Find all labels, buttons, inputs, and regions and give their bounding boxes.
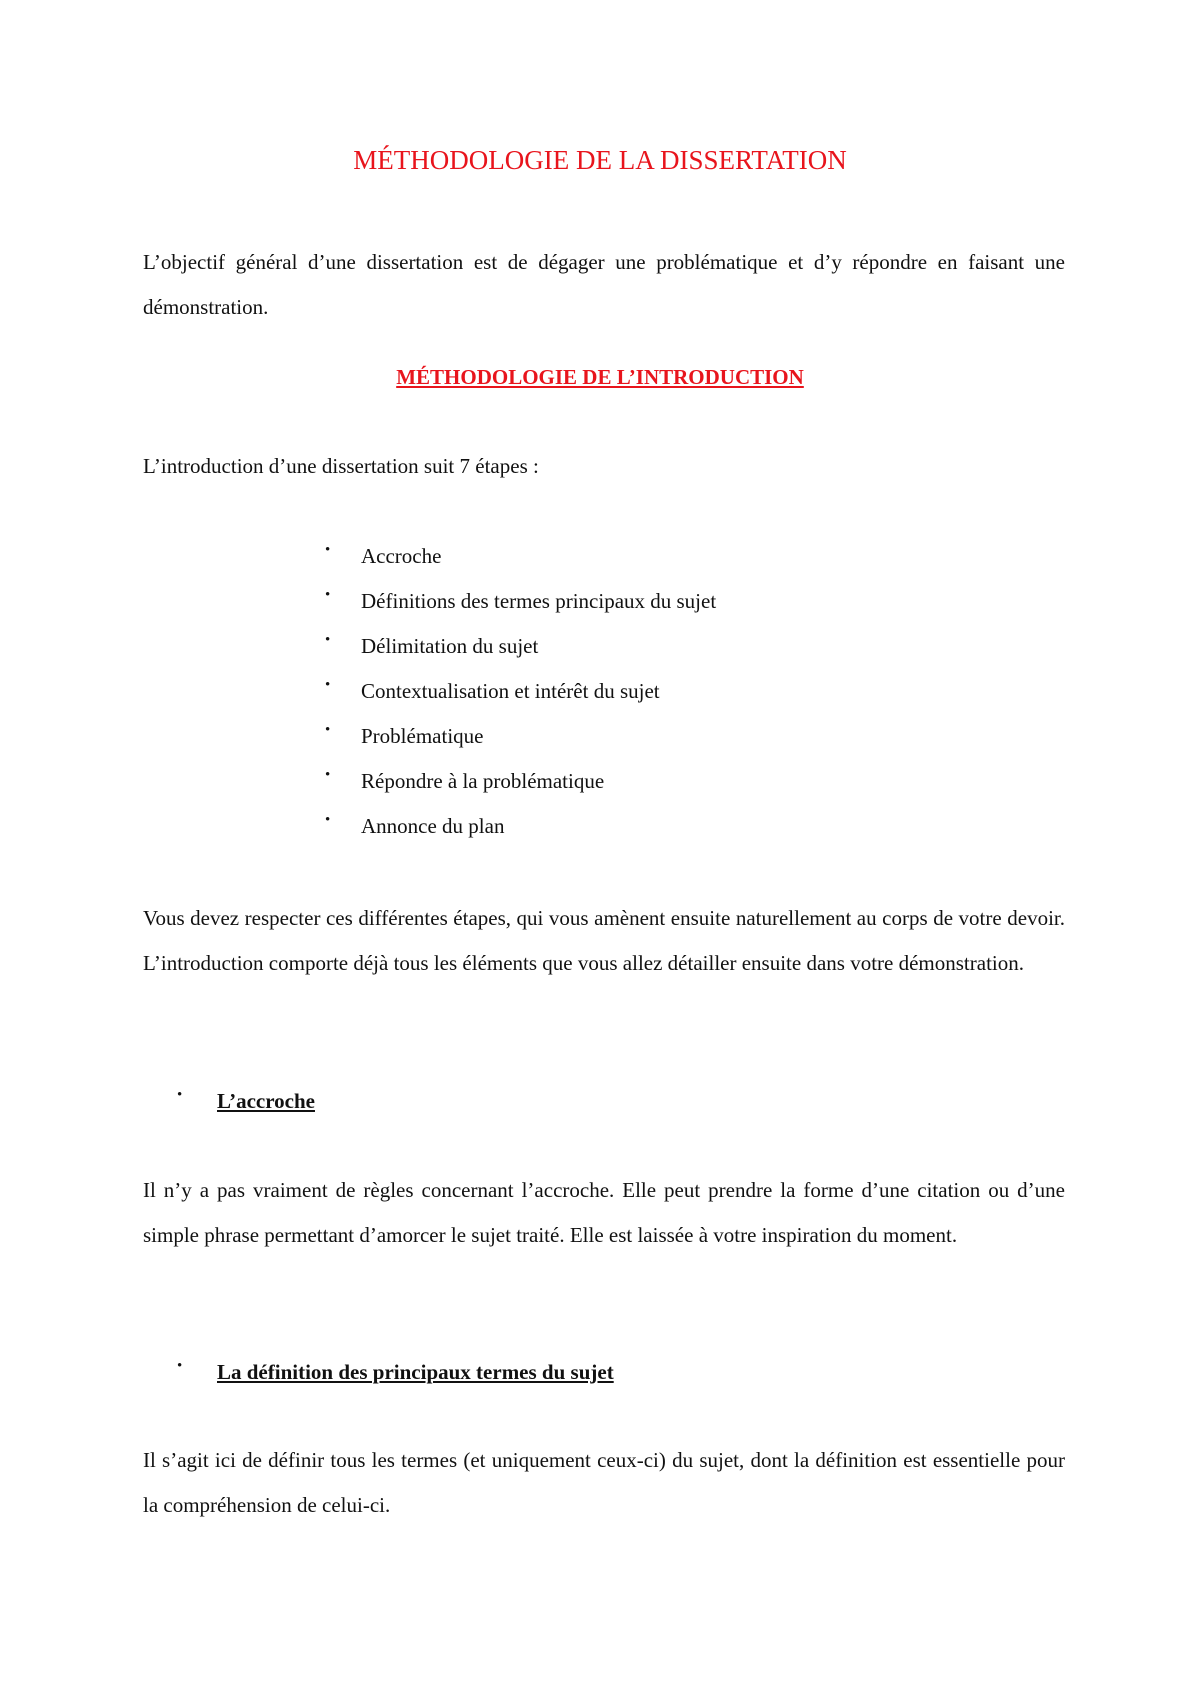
steps-list <box>325 534 716 849</box>
bullet-icon: • <box>325 677 331 693</box>
step-label: Définitions des termes principaux du sujet <box>361 589 717 613</box>
steps-conclusion: Vous devez respecter ces différentes étapes, qui vous amènent ensuite naturellement au corps de votre devoir. L’introduction comporte déjà tous les éléments que vous allez détailler ensuite dans votre démonstration. <box>143 906 1065 975</box>
bullet-icon: • <box>325 632 331 648</box>
section-heading-definition <box>177 1350 614 1395</box>
list-item <box>325 804 716 849</box>
steps-intro: L’introduction d’une dissertation suit 7 étapes : <box>143 454 539 478</box>
step-label: Problématique <box>361 724 484 748</box>
bullet-icon: • <box>325 542 331 558</box>
list-item <box>325 759 716 804</box>
step-label: Annonce du plan <box>361 814 505 838</box>
document-title: MÉTHODOLOGIE DE LA DISSERTATION <box>353 145 847 175</box>
bullet-icon: • <box>325 587 331 603</box>
intro-paragraph: L’objectif général d’une dissertation est de dégager une problématique et d’y répondre en faisant une démonstration. <box>143 250 1065 319</box>
list-item <box>325 534 716 579</box>
bullet-icon: • <box>177 1087 183 1103</box>
section-body-definition: Il s’agit ici de définir tous les termes (et uniquement ceux-ci) du sujet, dont la définition est essentielle pour la compréhension de celui-ci. <box>143 1448 1065 1517</box>
bullet-icon: • <box>325 812 331 828</box>
section-heading-label: L’accroche <box>217 1089 315 1113</box>
section-heading-label: La définition des principaux termes du sujet <box>217 1360 614 1384</box>
bullet-icon: • <box>325 767 331 783</box>
list-item <box>325 624 716 669</box>
list-item <box>325 579 716 624</box>
step-label: Contextualisation et intérêt du sujet <box>361 679 660 703</box>
section-body-accroche: Il n’y a pas vraiment de règles concernant l’accroche. Elle peut prendre la forme d’une citation ou d’une simple phrase permettant d’amorcer le sujet traité. Elle est laissée à votre inspiration du moment. <box>143 1178 1065 1247</box>
section-heading-accroche <box>177 1079 315 1124</box>
list-item <box>325 669 716 714</box>
step-label: Délimitation du sujet <box>361 634 539 658</box>
step-label: Accroche <box>361 544 442 568</box>
list-item <box>325 714 716 759</box>
section-title: MÉTHODOLOGIE DE L’INTRODUCTION <box>396 365 804 389</box>
bullet-icon: • <box>325 722 331 738</box>
bullet-icon: • <box>177 1358 183 1374</box>
step-label: Répondre à la problématique <box>361 769 605 793</box>
